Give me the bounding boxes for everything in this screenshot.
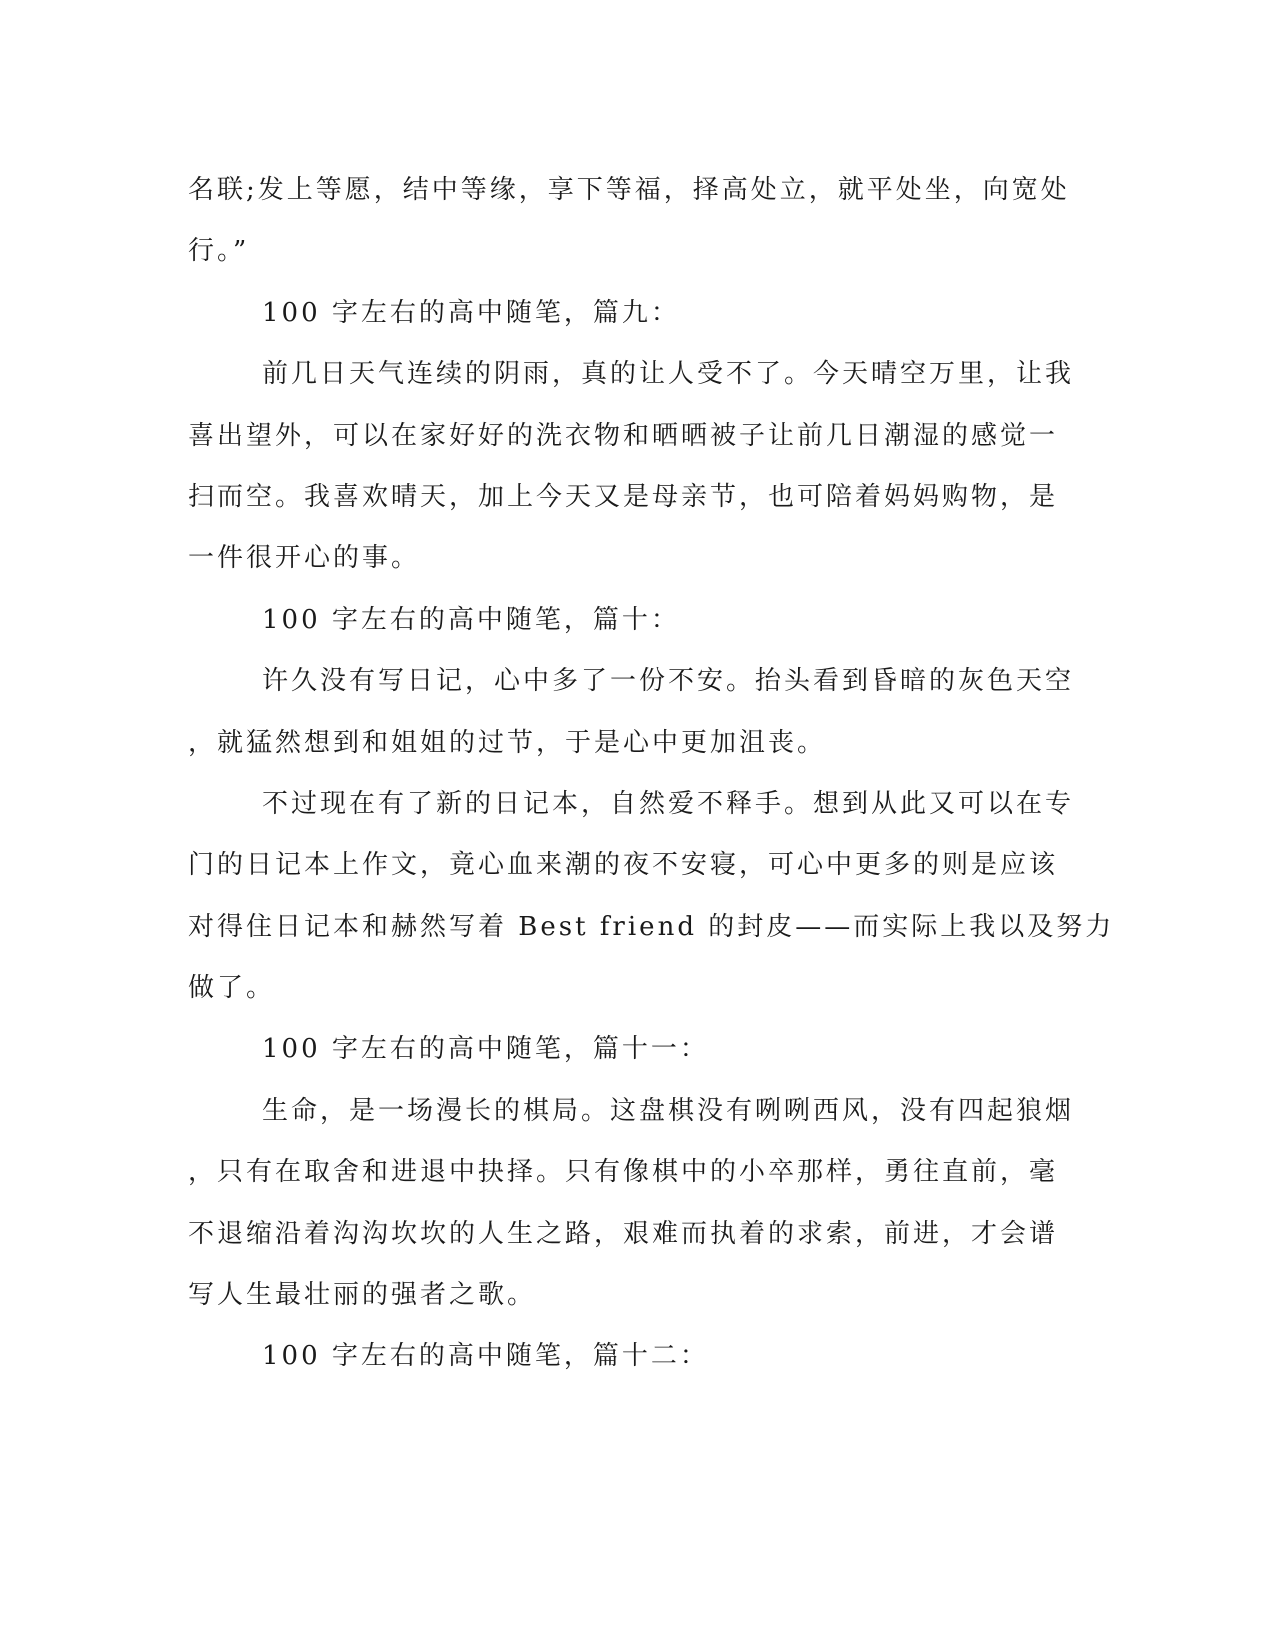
paragraph-line: 门的日记本上作文，竟心血来潮的夜不安寝，可心中更多的则是应该 bbox=[188, 850, 1059, 881]
paragraph-line: 对得住日记本和赫然写着 Best friend 的封皮——而实际上我以及努力 bbox=[188, 911, 1115, 942]
paragraph-line: 不过现在有了新的日记本，自然爱不释手。想到从此又可以在专 bbox=[262, 788, 1075, 819]
section-heading-12: 100 字左右的高中随笔，篇十二： bbox=[262, 1341, 709, 1372]
paragraph-line: 做了。 bbox=[188, 973, 276, 1004]
paragraph-line: 名联;发上等愿，结中等缘，享下等福，择高处立，就平处坐，向宽处 bbox=[188, 175, 1070, 205]
paragraph-line: ，就猛然想到和姐姐的过节，于是心中更加沮丧。 bbox=[188, 727, 827, 758]
paragraph-line: 不退缩沿着沟沟坎坎的人生之路，艰难而执着的求索，前进，才会谱 bbox=[188, 1218, 1059, 1249]
paragraph-line: 行。” bbox=[188, 236, 250, 267]
paragraph-line: 前几日天气连续的阴雨，真的让人受不了。今天晴空万里，让我 bbox=[262, 359, 1075, 390]
paragraph-line: 写人生最壮丽的强者之歌。 bbox=[188, 1280, 537, 1311]
document-body bbox=[188, 160, 1115, 1388]
paragraph-line: 许久没有写日记，心中多了一份不安。抬头看到昏暗的灰色天空 bbox=[262, 666, 1075, 697]
paragraph-line: 喜出望外，可以在家好好的洗衣物和晒晒被子让前几日潮湿的感觉一 bbox=[188, 420, 1059, 451]
section-heading-9: 100 字左右的高中随笔，篇九： bbox=[262, 297, 680, 328]
paragraph-line: 生命，是一场漫长的棋局。这盘棋没有咧咧西风，没有四起狼烟 bbox=[262, 1095, 1075, 1126]
paragraph-line: 扫而空。我喜欢晴天，加上今天又是母亲节，也可陪着妈妈购物，是 bbox=[188, 481, 1059, 512]
paragraph-line: 一件很开心的事。 bbox=[188, 543, 421, 574]
section-heading-10: 100 字左右的高中随笔，篇十： bbox=[262, 604, 680, 635]
section-heading-11: 100 字左右的高中随笔，篇十一： bbox=[262, 1034, 709, 1065]
paragraph-line: ，只有在取舍和进退中抉择。只有像棋中的小卒那样，勇往直前，毫 bbox=[188, 1157, 1059, 1188]
